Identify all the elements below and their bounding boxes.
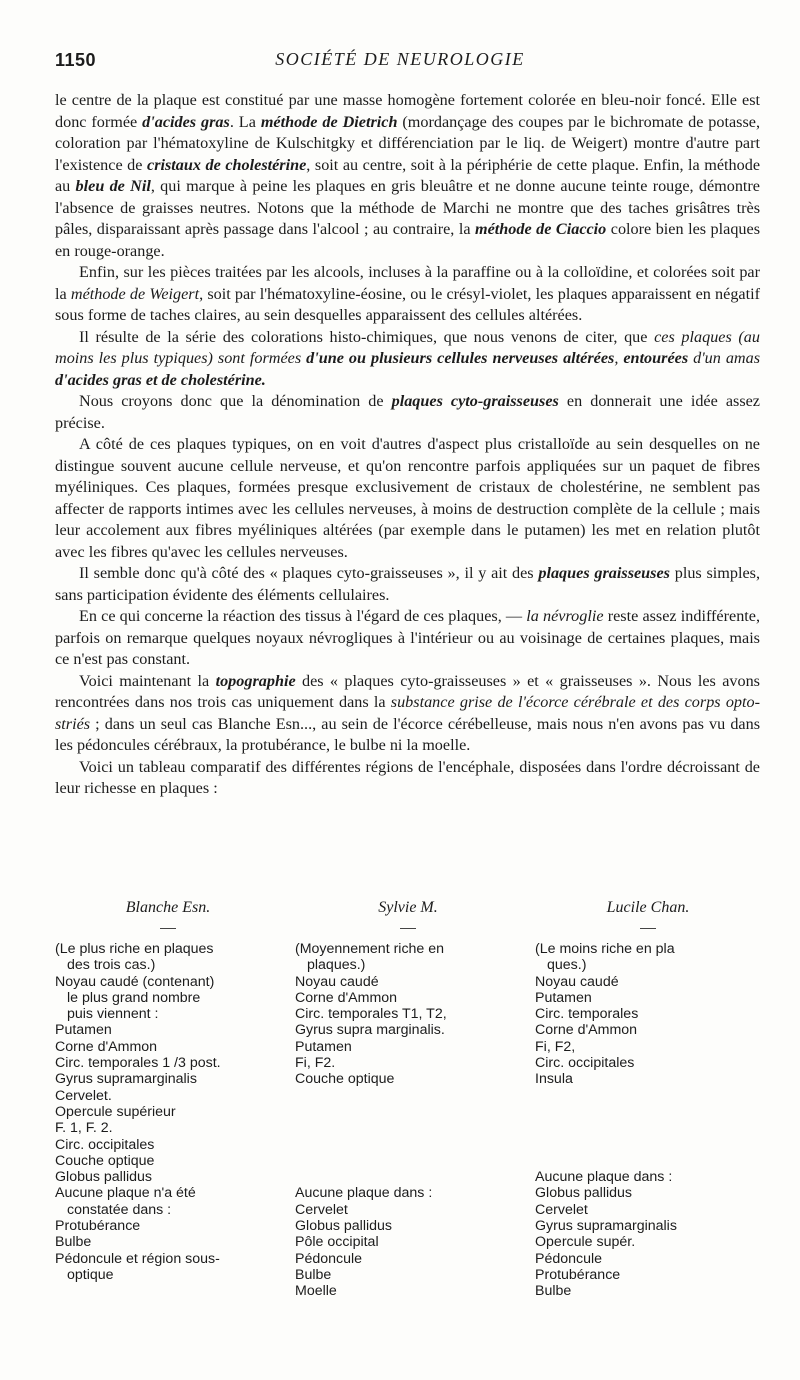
table-cell-line: Noyau caudé — [535, 973, 619, 990]
table-cell-line: Fi, F2, — [535, 1038, 576, 1055]
table-cell-line: constatée dans : — [67, 1201, 172, 1218]
text-run: plaques graisseuses — [538, 564, 670, 582]
text-run: colore bien les plaques en rouge-orange. — [55, 220, 760, 260]
table-cell-line: (Le plus riche en plaques — [55, 941, 214, 957]
text-run: méthode de Weigert — [70, 284, 200, 303]
table-cell-line: optique — [67, 1266, 114, 1283]
table-cell-line: Opercule supér. — [535, 1234, 636, 1251]
table-cell-line: le plus grand nombre — [67, 989, 201, 1006]
table-cell-line: Circ. occipitales — [535, 1055, 635, 1072]
table-cell-line: Fi, F2. — [295, 1055, 336, 1072]
table-cell-line: Cervelet — [535, 1201, 588, 1218]
text-run: plus simples, sans participation évidente des éléments cellulaires. — [55, 564, 760, 604]
text-run: d'une ou plusieurs cellules nerveuses altérées — [306, 349, 615, 367]
table-cell-line: Bulbe — [535, 1283, 572, 1300]
paragraph — [55, 434, 760, 563]
text-run: ces plaques (au moins les plus typiques) sont formées — [55, 327, 760, 367]
paragraph — [55, 90, 760, 262]
text-run: , qui marque à peine les plaques en gris bleuâtre et ne donne aucune teinte rouge, démontre l'absence de graisses neutres. Notons que la méthode de Marchi ne montre que des taches grisâtres très pâles, disparaissant après passage dans l'alcool ; au contraire, la — [55, 177, 760, 238]
text-run: Voici un tableau comparatif des différentes régions de l'encéphale, disposées dans l'ordre décroissant de leur richesse en plaques : — [55, 757, 760, 797]
table-cell-line: Insula — [535, 1071, 573, 1088]
text-run: topographie — [215, 671, 296, 690]
table-cell-line: (Moyennement riche en — [295, 941, 445, 957]
text-run: reste assez indifférente, parfois on remarque quelques noyaux névrogliques à l'intérieur ou au voisinage de certaines plaques, mais ce n'est pas constant. — [55, 607, 761, 668]
text-run: Il semble donc qu'à côté des « plaques cyto-graisseuses », il y ait des — [79, 564, 539, 582]
table-cell-line: Circ. occipitales — [55, 1136, 155, 1153]
table-column — [55, 900, 281, 1283]
table-cell-line: Circ. temporales — [535, 1006, 639, 1023]
table-cell-line: F. 1, F. 2. — [55, 1120, 113, 1137]
table-cell-line: Bulbe — [295, 1266, 332, 1283]
table-cell-line: Corne d'Ammon — [535, 1022, 638, 1039]
text-run: méthode de Ciaccio — [475, 220, 607, 238]
table-cell-line: Corne d'Ammon — [295, 989, 398, 1006]
table-cell-line: Putamen — [535, 989, 592, 1006]
table-cell-line: Protubérance — [535, 1266, 621, 1283]
text-run: d'un amas — [688, 349, 761, 367]
text-run: entourées — [623, 349, 689, 367]
text-run: , — [614, 349, 624, 367]
paragraph — [55, 391, 760, 434]
table-cell-line: ques.) — [547, 957, 587, 974]
text-run: bleu de Nil — [75, 177, 151, 195]
table-column — [535, 900, 761, 1300]
text-run: ; dans un seul cas Blanche Esn..., au sein de l'écorce cérébelleuse, mais nous n'en avons pas vu dans les pédoncules cérébraux, la protubérance, le bulbe ni la moelle. — [55, 714, 760, 754]
text-run: en donnerait une idée assez précise. — [55, 392, 760, 432]
text-run: cristaux de cholestérine — [147, 155, 307, 174]
table-cell-line: Gyrus supramarginalis — [535, 1218, 677, 1235]
table-cell-line: Pédoncule — [535, 1250, 603, 1267]
table-cell-line: Noyau caudé — [295, 973, 379, 990]
table-cell-line: Circ. temporales T1, T2, — [295, 1006, 447, 1023]
text-run: d'acides gras et de cholestérine. — [55, 370, 266, 389]
paragraph — [55, 671, 760, 757]
table-cell-line: des trois cas.) — [67, 957, 156, 974]
table-cell-line: Aucune plaque n'a été — [55, 1185, 196, 1202]
table-cell-line: Cervelet. — [55, 1087, 112, 1104]
text-run: A côté de ces plaques typiques, on en voit d'autres d'aspect plus cristalloïde au sein desquelles on ne distingue souvent aucune cellule nerveuse, et qu'on rencontre parfois appliquées sur un paquet de fibres myéliniques. Ces plaques, formées presque exclusivement de cristaux de cholestérine, ne semblent pas affecter de rapports intimes avec les cellules nerveuses, à moins de destruction complète de la cellule ; mais leur accolement aux fibres myéliniques altérées (par exemple dans le putamen) les met en relation plutôt avec les fibres qu'avec les cellules nerveuses. — [55, 435, 760, 561]
table-cell-line: (Le moins riche en pla — [535, 941, 675, 957]
paragraph — [55, 262, 760, 327]
running-title: SOCIÉTÉ DE NEUROLOGIE — [275, 49, 525, 69]
page-number: 1150 — [55, 50, 97, 70]
table-cell-line: Couche optique — [295, 1071, 395, 1088]
text-run: Enfin, sur les pièces traitées par les alcools, incluses à la paraffine ou à la colloïdine, et colorées soit par la — [55, 263, 760, 303]
table-cell-line: Corne d'Ammon — [55, 1038, 158, 1055]
text-run: Il résulte de la série des colorations histo-chimiques, que nous venons de citer, que — [79, 327, 655, 346]
column-rule — [640, 928, 656, 929]
text-run: (mordançage des coupes par le bichromate de potasse, coloration par l'hématoxyline de Kulschitgky et différenciation par le liq. de Weigert) montre d'autre part l'existence de — [55, 112, 761, 174]
table-cell-line: Globus pallidus — [295, 1218, 393, 1235]
table-cell-line: Bulbe — [55, 1234, 92, 1251]
table-cell-line: Opercule supérieur — [55, 1103, 176, 1120]
table-cell-line: Pédoncule — [295, 1250, 363, 1267]
table-cell-line: Putamen — [55, 1022, 112, 1039]
text-run: . La — [229, 112, 261, 131]
text-run: Nous croyons donc que la dénomination de — [79, 392, 392, 410]
table-cell-line: puis viennent : — [67, 1006, 159, 1023]
article-body — [55, 90, 760, 800]
table-cell-line: Noyau caudé (contenant) — [55, 973, 215, 990]
table-cell-line: Aucune plaque dans : — [535, 1169, 673, 1186]
table-cell-line: Globus pallidus — [55, 1169, 153, 1186]
table-cell-line: Aucune plaque dans : — [295, 1185, 433, 1202]
table-cell-line: plaques.) — [307, 957, 366, 974]
column-header: Blanche Esn. — [125, 899, 211, 916]
paragraph — [55, 327, 760, 392]
paragraph — [55, 563, 760, 606]
paragraph — [55, 757, 760, 800]
text-run: En ce qui concerne la réaction des tissus à l'égard de ces plaques, — — [79, 607, 527, 625]
text-run: le centre de la plaque est constitué par une masse homogène fortement colorée en bleu-noir foncé. Elle est donc formée — [55, 91, 760, 131]
text-run: , soit par l'hématoxyline-éosine, ou le crésyl-violet, les plaques apparaissent en négatif sous forme de taches claires, au sein desquelles apparaissent des cellules altérées. — [55, 284, 760, 324]
table-cell-line: Pôle occipital — [295, 1234, 379, 1251]
table-cell-line: Gyrus supramarginalis — [55, 1071, 197, 1088]
text-run: la névroglie — [526, 607, 604, 625]
text-run: plaques cyto-graisseuses — [391, 392, 559, 410]
table-cell-line: Couche optique — [55, 1152, 155, 1169]
table-cell-line: Cervelet — [295, 1201, 348, 1218]
column-rule — [160, 928, 176, 929]
column-header: Sylvie M. — [378, 899, 438, 916]
table-cell-line: Moelle — [295, 1283, 337, 1300]
column-header: Lucile Chan. — [606, 899, 690, 916]
table-cell-line: Protubérance — [55, 1218, 141, 1235]
column-rule — [400, 928, 416, 929]
table-column — [295, 900, 521, 1300]
paragraph — [55, 606, 760, 671]
table-cell-line: Gyrus supra marginalis. — [295, 1022, 445, 1039]
table-cell-line: Globus pallidus — [535, 1185, 633, 1202]
text-run: substance grise de l'écorce cérébrale et des corps opto-striés — [55, 693, 760, 733]
table-cell-line: Putamen — [295, 1038, 352, 1055]
text-run: méthode de Dietrich — [260, 112, 398, 131]
text-run: d'acides gras — [142, 112, 230, 131]
table-cell-line: Circ. temporales 1 /3 post. — [55, 1055, 221, 1072]
text-run: Voici maintenant la — [79, 671, 216, 690]
table-cell-line: Pédoncule et région sous- — [55, 1250, 220, 1267]
text-run: des « plaques cyto-graisseuses » et « graisseuses ». Nous les avons rencontrées dans nos trois cas uniquement dans la — [55, 671, 760, 711]
text-run: , soit au centre, soit à la périphérie de cette plaque. Enfin, la méthode au — [55, 155, 761, 195]
